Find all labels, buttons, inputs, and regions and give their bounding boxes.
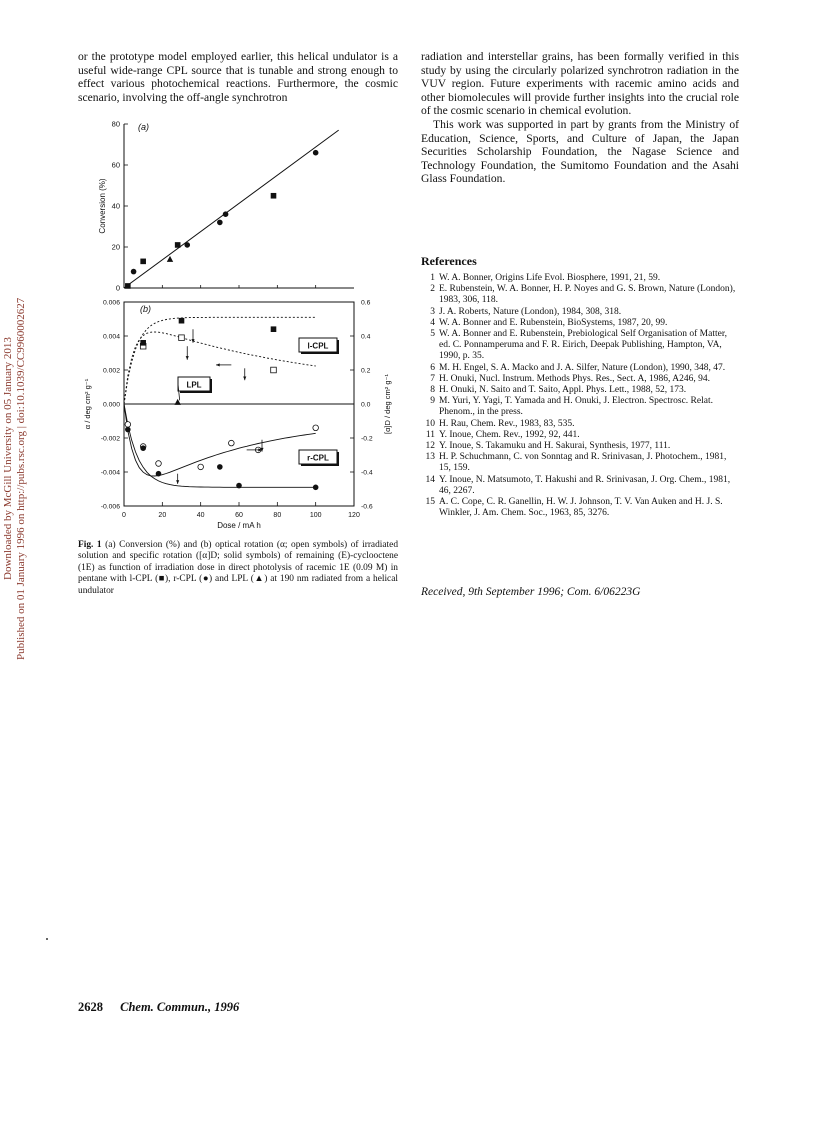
y-tick-label: 20 [111,242,120,252]
y-axis-label-right: [α]D / deg cm² g⁻¹ [383,374,392,434]
data-point-circle [217,220,223,226]
data-point-square [271,193,277,199]
data-point-circle [156,471,162,477]
figure-1 [78,112,398,592]
reference-number: 1 [430,273,435,283]
reference-text: W. A. Bonner and E. Rubenstein, Prebiological Self Organisation of Matter, ed. C. Ponnamperuma and F. R. Eirich, Deepak Publishing, Hampton, VA, 1990, p. 35. [439,329,728,362]
reference-text: H. Rau, Chem. Rev., 1983, 83, 535. [439,418,575,429]
reference-text: W. A. Bonner and E. Rubenstein, BioSystems, 1987, 20, 99. [439,317,668,328]
y-tick-label-right: 0.2 [361,367,371,375]
data-point-square [179,318,185,324]
reference-text: J. A. Roberts, Nature (London), 1984, 308, 318. [439,306,622,317]
y-axis-label-left: α / deg cm² g⁻¹ [83,378,92,430]
data-point-circle [236,483,242,489]
y-tick-label: 60 [111,160,120,170]
reference-text: M. H. Engel, S. A. Macko and J. A. Silfer, Nature (London), 1990, 348, 47. [439,362,726,373]
journal-name: Chem. Commun., 1996 [120,1000,240,1014]
reference-number: 8 [430,385,435,396]
reference-item [421,385,739,396]
data-point-square [140,259,146,265]
fit-line [124,130,339,288]
y-tick-label-left: 0.004 [102,333,120,341]
right-paragraph-1: radiation and interstellar grains, has been formally verified in this study by using the circularly polarized synchrotron radiation in the VUV region. Future experiments with racemic amino acids and other biomolecules will provide further insights into the crucial role of the cosmic scenario in chemical evolution. [421,50,739,118]
reference-number: 3 [430,306,435,317]
reference-item [421,374,739,385]
data-point-circle [125,427,131,433]
y-tick-label: 40 [111,201,120,211]
data-point-open-square [179,335,185,341]
reference-item [421,430,739,441]
data-point-open-circle [198,464,204,470]
y-tick-label-right: 0.4 [361,333,371,341]
x-tick-label: 60 [235,512,243,519]
reference-item [421,307,739,318]
reference-item [421,284,739,306]
y-tick-label-right: -0.2 [361,435,373,443]
reference-text: Y. Inoue, N. Matsumoto, T. Hakushi and R. Srinivasan, J. Org. Chem., 1981, 46, 2267. [439,474,731,496]
reference-number: 7 [430,373,435,384]
y-tick-label-left: -0.006 [100,503,120,511]
curve-lcpl-optical-rotation [124,332,316,404]
panel-label: (a) [138,122,149,132]
data-point-open-circle [229,440,235,446]
reference-item [421,441,739,452]
download-stamp-line1: Downloaded by McGill University on 05 January 2013 [2,337,14,580]
page-footer [78,1000,239,1015]
arrow-lcpl-left-head [216,363,220,366]
reference-text: M. Yuri, Y. Yagi, T. Yamada and H. Onuki, J. Electron. Spectrosc. Relat. Phenom., in the press. [439,396,713,418]
data-point-square [271,326,277,332]
data-point-square [125,283,131,289]
reference-number: 15 [425,497,435,508]
panel-b-chart [83,300,392,531]
reference-item [421,419,739,430]
download-stamp [0,40,34,680]
reference-number: 5 [430,329,435,340]
references-heading: References [421,254,477,268]
data-point-circle [140,445,146,451]
y-tick-label-left: -0.002 [100,435,120,443]
reference-number: 13 [425,452,435,463]
reference-number: 12 [425,441,435,452]
data-point-open-square [271,367,277,373]
y-axis-label: Conversion (%) [98,178,107,234]
left-column [78,50,398,104]
data-point-square [175,242,181,248]
curve-lcpl-specific-rotation [124,317,316,404]
left-paragraph: or the prototype model employed earlier, this helical undulator is a useful wide-range CPL source that is tunable and strong enough to effect various photochemical reactions. Furthermore, the cosmic scenario, involving the off-angle synchrotron [78,50,398,104]
panel-a-chart [98,120,354,293]
y-tick-label-right: 0.0 [361,401,371,409]
data-point-circle [223,211,229,217]
x-tick-label: 100 [309,512,322,519]
reference-text: Y. Inoue, Chem. Rev., 1992, 92, 441. [439,429,580,440]
reference-text: W. A. Bonner, Origins Life Evol. Biosphere, 1991, 21, 59. [439,273,661,283]
x-tick-label: 80 [273,512,282,519]
x-tick-label: 40 [196,512,205,519]
reference-item [421,497,739,519]
y-tick-label-left: -0.004 [100,469,120,477]
y-tick-label-right: 0.6 [361,299,371,307]
reference-item [421,363,739,374]
data-point-open-circle [125,422,131,428]
y-tick-label: 0 [115,283,120,293]
figure-caption [78,540,398,597]
reference-item [421,452,739,474]
reference-number: 14 [425,474,435,485]
arrow-rcpl-down-head [176,480,179,484]
right-column [421,50,739,186]
reference-number: 9 [430,396,435,407]
data-point-triangle [167,256,173,262]
arrow-lcpl-down-head [186,356,189,360]
x-tick-label: 20 [158,512,167,519]
y-tick-label-left: 0.000 [102,401,120,409]
acknowledgement-paragraph: This work was supported in part by grants from the Ministry of Education, Science, Sports, and Culture of Japan, the Japan Securities Scholarship Foundation, the Nagase Science and Technology Foundation, the Sumitomo Foundation and the Asahi Glass Foundation. [421,117,739,186]
data-point-square [140,340,146,346]
reference-number: 10 [425,418,435,429]
label-lpl: LPL [186,380,202,390]
reference-text: E. Rubenstein, W. A. Bonner, H. P. Noyes and G. S. Brown, Nature (London), 1983, 306, 118. [439,284,736,306]
data-point-circle [313,150,319,156]
data-point-open-circle [156,461,162,467]
references-list [421,273,739,519]
label-lcpl: l-CPL [307,341,329,351]
reference-number: 6 [430,362,435,373]
stray-mark [46,938,48,940]
download-stamp-line2: Published on 01 January 1996 on http://pubs.rsc.org | doi:10.1039/CC9960002627 [15,297,27,660]
caption-label: Fig. 1 [78,540,102,550]
reference-number: 11 [425,429,435,440]
caption-text: (a) Conversion (%) and (b) optical rotation (α; open symbols) of irradiated solution and specific rotation ([α]D; solid symbols) of remaining (E)-cyclooctene (1E) as function of irradiation dose in direct photolysis of racemic 1E (0.09 M) in pentane with l-CPL (■), r-CPL (●) and LPL (▲) at 190 nm radiated from a helical undulator [78,540,399,596]
reference-text: H. P. Schuchmann, C. von Sonntag and R. Srinivasan, J. Photochem., 1981, 15, 159. [439,452,727,474]
y-tick-label-left: 0.002 [102,367,120,375]
arrow-lcpl-down-3-head [243,377,246,381]
label-rcpl: r-CPL [307,453,329,463]
reference-text: H. Onuki, N. Saito and T. Saito, Appl. Phys. Lett., 1988, 52, 173. [439,385,687,396]
reference-number: 2 [430,284,435,295]
x-tick-label: 0 [122,512,126,519]
reference-text: A. C. Cope, C. R. Ganellin, H. W. J. Johnson, T. V. Van Auken and H. J. S. Winkler, J. Am. Chem. Soc., 1963, 85, 3276. [439,497,723,519]
reference-item [421,273,739,284]
curve-rcpl-specific-rotation [124,404,316,487]
data-point-circle [217,464,223,470]
reference-item [421,475,739,497]
y-tick-label-right: -0.6 [361,503,373,511]
y-tick-label: 80 [111,119,120,129]
page-number: 2628 [78,1000,103,1014]
reference-item [421,396,739,418]
data-point-circle [131,269,137,275]
y-tick-label-right: -0.4 [361,469,373,477]
reference-item [421,318,739,329]
x-axis-label: Dose / mA h [217,521,261,530]
reference-number: 4 [430,317,435,328]
panel-label: (b) [140,304,151,314]
y-tick-label-left: 0.006 [102,299,120,307]
reference-item [421,329,739,363]
received-line: Received, 9th September 1996; Com. 6/06223G [421,586,641,598]
data-point-circle [184,242,190,248]
reference-text: Y. Inoue, S. Takamuku and H. Sakurai, Synthesis, 1977, 111. [439,441,671,452]
x-tick-label: 120 [348,512,360,519]
data-point-open-circle [313,425,319,431]
data-point-circle [313,485,319,491]
reference-text: H. Onuki, Nucl. Instrum. Methods Phys. Res., Sect. A, 1986, A246, 94. [439,373,711,384]
